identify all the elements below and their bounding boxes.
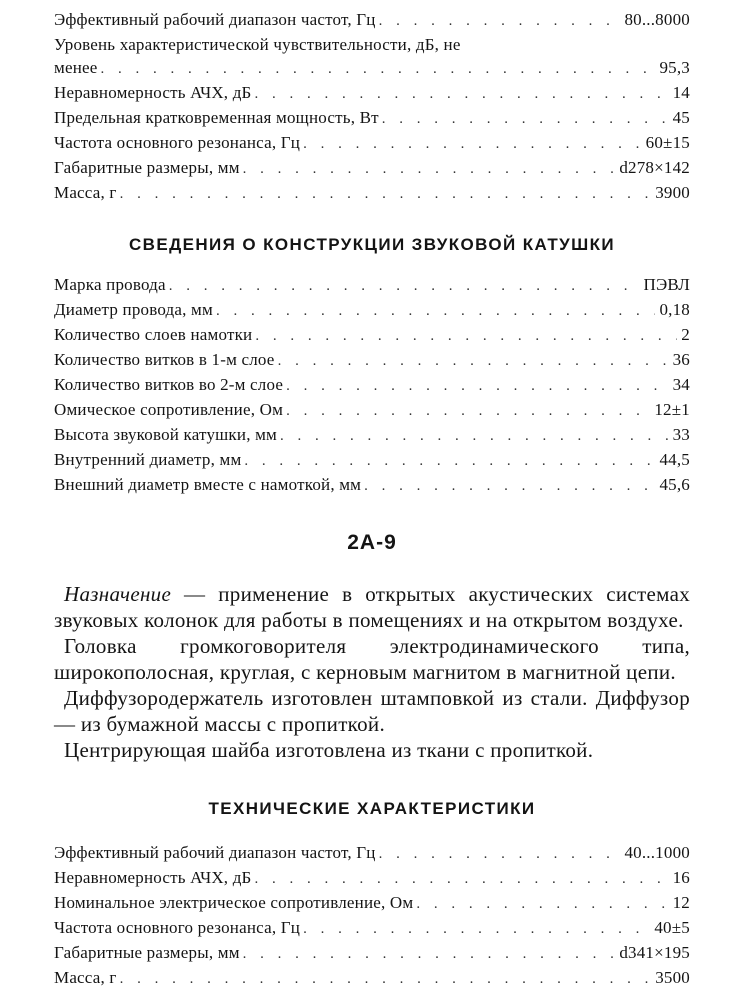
spec-value: 12: [672, 893, 690, 912]
spec-value: 40...1000: [624, 843, 690, 862]
spec-label: Габаритные размеры, мм: [54, 943, 240, 962]
spec-value: 14: [672, 83, 690, 102]
spec-label: Эффективный рабочий диапазон частот, Гц: [54, 10, 376, 29]
spec-row: [54, 891, 690, 916]
spec-row: [54, 473, 690, 498]
spec-row: [54, 8, 690, 33]
leader-dots: [117, 968, 652, 991]
spec-row: [54, 131, 690, 156]
spec-label: Частота основного резонанса, Гц: [54, 133, 301, 152]
spec-row: [54, 323, 690, 348]
leader-dots: [376, 843, 621, 866]
spec-row: [54, 156, 690, 181]
spec-value: 45,6: [659, 475, 690, 494]
spec-label: Масса, г: [54, 183, 117, 202]
spec-value: 95,3: [659, 58, 690, 77]
leader-dots: [252, 325, 677, 348]
spec-list-top: [54, 8, 690, 206]
leader-dots: [379, 108, 669, 131]
purpose-text: — применение в открытых акустических системах звуковых колонок для работы в помещениях и на открытом воздухе.: [54, 582, 690, 632]
spec-label: Внутренний диаметр, мм: [54, 450, 242, 469]
spec-value: 3900: [655, 183, 690, 202]
spec-row: [54, 398, 690, 423]
spec-row: [54, 941, 690, 966]
leader-dots: [241, 450, 655, 473]
leader-dots: [252, 83, 669, 106]
spec-value: 45: [672, 108, 690, 127]
spec-row: [54, 181, 690, 206]
spec-row: [54, 106, 690, 131]
spec-label: Внешний диаметр вместе с намоткой, мм: [54, 475, 362, 494]
model-heading: 2А-9: [347, 531, 397, 554]
spec-list-tech: [54, 841, 690, 991]
spec-value: d278×142: [619, 158, 690, 177]
spec-label: Масса, г: [54, 968, 117, 987]
spec-label: Количество витков во 2-м слое: [54, 375, 284, 394]
section-heading-coil: СВЕДЕНИЯ О КОНСТРУКЦИИ ЗВУКОВОЙ КАТУШКИ: [129, 235, 615, 254]
spec-label: Неравномерность АЧХ, дБ: [54, 868, 252, 887]
spec-value: 80...8000: [624, 10, 690, 29]
spec-list-coil: [54, 273, 690, 498]
spec-label: Предельная кратковременная мощность, Вт: [54, 108, 379, 127]
leader-dots: [275, 350, 669, 373]
spec-label: Частота основного резонанса, Гц: [54, 918, 301, 937]
leader-dots: [361, 475, 655, 498]
spec-value: ПЭВЛ: [643, 275, 690, 294]
spec-value: d341×195: [619, 943, 690, 962]
leader-dots: [300, 918, 650, 941]
leader-dots: [376, 10, 621, 33]
spec-value: 36: [672, 350, 690, 369]
spec-row: [54, 448, 690, 473]
spec-label: Номинальное электрическое сопротивление, Ом: [54, 893, 414, 912]
purpose-paragraph: [54, 581, 690, 633]
purpose-label: Назначение: [64, 582, 172, 606]
section-heading-tech: ТЕХНИЧЕСКИЕ ХАРАКТЕРИСТИКИ: [208, 799, 536, 818]
spec-value: 0,18: [659, 300, 690, 319]
leader-dots: [240, 943, 616, 966]
leader-dots: [166, 275, 640, 298]
spec-row: [54, 916, 690, 941]
spec-value: 60±15: [645, 133, 690, 152]
spec-row: [54, 298, 690, 323]
spec-label: Диаметр провода, мм: [54, 300, 213, 319]
spec-value: 34: [672, 375, 690, 394]
leader-dots: [413, 893, 668, 916]
spec-value: 16: [672, 868, 690, 887]
leader-dots: [240, 158, 616, 181]
spec-label: Количество витков в 1-м слое: [54, 350, 275, 369]
spec-row: [54, 81, 690, 106]
spec-label: Габаритные размеры, мм: [54, 158, 240, 177]
spec-row: [54, 866, 690, 891]
spec-value: 3500: [655, 968, 690, 987]
spec-label: Марка провода: [54, 275, 166, 294]
leader-dots: [252, 868, 669, 891]
paragraph-type: Головка громкоговорителя электродинамического типа, широкополосная, круглая, с керновым магнитом в магнитной цепи.: [54, 634, 690, 684]
spec-value: 2: [681, 325, 690, 344]
spec-value: 44,5: [659, 450, 690, 469]
leader-dots: [277, 425, 669, 448]
spec-row: [54, 273, 690, 298]
spec-label: Омическое сопротивление, Ом: [54, 400, 284, 419]
spec-label: Количество слоев намотки: [54, 325, 253, 344]
leader-dots: [300, 133, 642, 156]
spec-row: [54, 966, 690, 991]
spec-value: 12±1: [654, 400, 690, 419]
spec-row: [54, 56, 690, 81]
spec-label: Неравномерность АЧХ, дБ: [54, 83, 252, 102]
spec-value: 40±5: [654, 918, 690, 937]
leader-dots: [117, 183, 652, 206]
paragraph-construction: Диффузородержатель изготовлен штамповкой из стали. Диффузор — из бумажной массы с пропиткой.: [54, 686, 690, 736]
spec-label-line1: Уровень характеристической чувствительности, дБ, не: [54, 35, 461, 54]
spec-row: [54, 348, 690, 373]
leader-dots: [283, 375, 668, 398]
spec-label: Высота звуковой катушки, мм: [54, 425, 278, 444]
spec-label-line2: менее: [54, 58, 98, 77]
spec-row: [54, 373, 690, 398]
paragraph-spider: Центрирующая шайба изготовлена из ткани с пропиткой.: [64, 738, 594, 762]
spec-value: 33: [672, 425, 690, 444]
leader-dots: [213, 300, 655, 323]
spec-row: [54, 841, 690, 866]
leader-dots: [98, 58, 656, 81]
spec-label: Эффективный рабочий диапазон частот, Гц: [54, 843, 376, 862]
spec-row: [54, 423, 690, 448]
document-page: [54, 8, 690, 991]
leader-dots: [283, 400, 650, 423]
